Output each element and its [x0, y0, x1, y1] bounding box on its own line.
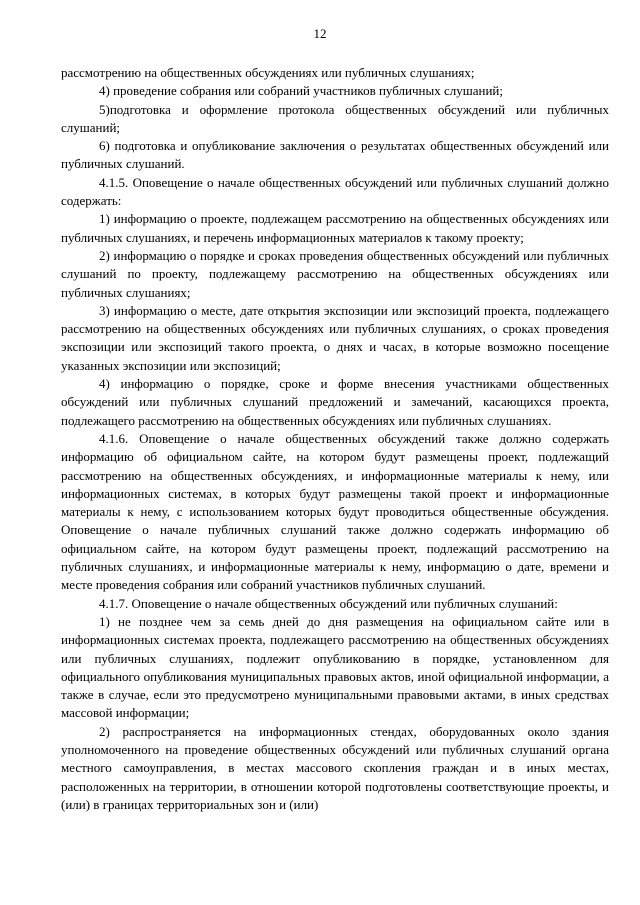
paragraph: 2) распространяется на информационных стендах, оборудованных около здания уполномоченного на проведение общественных обсуждений или публичных слушаний органа местного самоуправления, в местах массового скопления граждан и в иных местах, расположенных на территории, в отношении которой подготовлены соответствующие проекты, и (или) в границах территориальных зон и (или): [61, 723, 609, 812]
paragraph: 2) информацию о порядке и сроках проведения общественных обсуждений или публичных слушаний по проекту, подлежащему рассмотрению на общественных обсуждениях или публичных слушаниях;: [61, 247, 609, 300]
paragraph: 4) информацию о порядке, сроке и форме внесения участниками общественных обсуждений или публичных слушаний предложений и замечаний, касающихся проекта, подлежащего рассмотрению на общественных обсуждениях или публичных слушаниях.: [61, 376, 609, 428]
paragraph: 4) проведение собрания или собраний участников публичных слушаний;: [99, 83, 503, 99]
paragraph: рассмотрению на общественных обсуждениях или публичных слушаниях;: [61, 65, 475, 80]
paragraph: 4.1.6. Оповещение о начале общественных обсуждений также должно содержать информацию об официальном сайте, на котором будут размещены проект, подлежащий рассмотрению на общественных обсуждениях, и информационные материалы к нему, или информационных системах, в которых будут размещены такой проект и информационные материалы к нему, с использованием которых будут проводиться общественные обсуждения. Оповещение о начале публичных слушаний также должно содержать информацию об официальном сайте, на котором будут размещены проект, подлежащий рассмотрению на публичных слушаниях, и информационные материалы к нему, информацию о дате, времени и месте проведения собрания или собраний участников публичных слушаний.: [61, 430, 609, 593]
paragraph: 4.1.7. Оповещение о начале общественных обсуждений или публичных слушаний:: [99, 595, 558, 611]
page-number: 12: [313, 26, 327, 41]
paragraph: 4.1.5. Оповещение о начале общественных обсуждений или публичных слушаний должно содержать:: [61, 174, 609, 209]
paragraph: 3) информацию о месте, дате открытия экспозиции или экспозиций проекта, подлежащего рассмотрению на общественных обсуждениях или публичных слушаниях, о сроках проведения экспозиции или экспозиций такого проекта, о днях и часах, в которые возможно посещение указанных экспозиции или экспозиций;: [61, 302, 609, 373]
paragraph: 1) не позднее чем за семь дней до дня размещения на официальном сайте или в информационных системах проекта, подлежащего рассмотрению на общественных обсуждениях или публичных слушаниях, подлежит опубликованию в порядке, установленном для официального опубликования муниципальных правовых актов, иной официальной информации, а также в случае, если это предусмотрено муниципальными правовыми актами, в иных средствах массовой информации;: [61, 613, 609, 721]
paragraph: 6) подготовка и опубликование заключения о результатах общественных обсуждений или публичных слушаний.: [61, 138, 609, 172]
paragraph: 5)подготовка и оформление протокола общественных обсуждений или публичных слушаний;: [61, 101, 609, 135]
paragraph: 1) информацию о проекте, подлежащем рассмотрению на общественных обсуждениях или публичных слушаниях, и перечень информационных материалов к такому проекту;: [61, 211, 609, 245]
document-body: [61, 64, 609, 814]
